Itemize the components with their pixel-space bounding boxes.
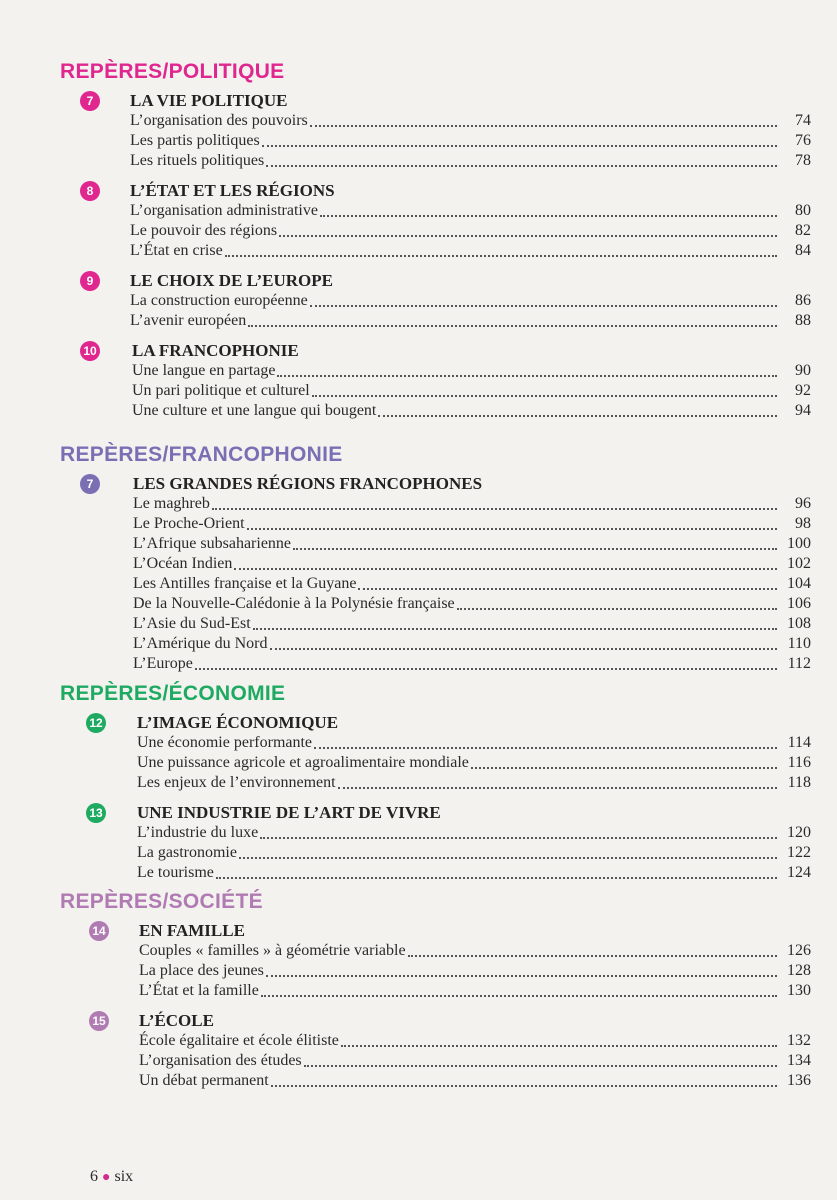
toc-entry-page-number: 114 — [787, 734, 811, 751]
dot-leader — [212, 508, 777, 510]
toc-entry-page-number: 96 — [795, 495, 811, 512]
toc-entry-page-number: 116 — [787, 754, 811, 771]
dot-leader — [234, 568, 777, 570]
toc-entry-label: École égalitaire et école élitiste — [139, 1032, 339, 1049]
dot-leader — [261, 995, 777, 997]
dot-leader — [314, 747, 777, 749]
toc-entry-page-number: 132 — [787, 1032, 811, 1049]
dot-leader — [248, 325, 777, 327]
toc-entry[interactable] — [139, 1051, 811, 1071]
dot-leader — [310, 125, 777, 127]
section-title: REPÈRES/FRANCOPHONIE — [60, 443, 343, 466]
dot-leader — [408, 955, 777, 957]
toc-entry-page-number: 80 — [795, 202, 811, 219]
toc-entry[interactable] — [133, 514, 811, 534]
chapter-title: EN FAMILLE — [139, 921, 245, 940]
toc-entry-page-number: 76 — [795, 132, 811, 149]
dot-leader — [277, 375, 777, 377]
toc-entry[interactable] — [133, 554, 811, 574]
footer-page-word: six — [114, 1168, 134, 1185]
toc-entry-page-number: 126 — [787, 942, 811, 959]
toc-entry-label: Le pouvoir des régions — [130, 222, 278, 239]
toc-entry-page-number: 110 — [787, 635, 811, 652]
dot-leader — [341, 1045, 777, 1047]
toc-entry[interactable] — [133, 574, 811, 594]
dot-leader — [225, 255, 777, 257]
toc-entry-page-number: 86 — [795, 292, 811, 309]
section-title: REPÈRES/SOCIÉTÉ — [60, 890, 263, 913]
chapter-number-badge: 14 — [89, 921, 109, 941]
toc-entry-label: L’Océan Indien — [133, 555, 233, 572]
toc-entry-page-number: 104 — [787, 575, 811, 592]
section-title: REPÈRES/POLITIQUE — [60, 60, 285, 83]
toc-entry-label: L’organisation des pouvoirs — [130, 112, 308, 129]
toc-entry-page-number: 112 — [787, 655, 811, 672]
toc-entry-page-number: 130 — [787, 982, 811, 999]
dot-leader — [216, 877, 777, 879]
dot-leader — [293, 548, 777, 550]
toc-entry-label: La gastronomie — [137, 844, 237, 861]
toc-entry-page-number: 98 — [795, 515, 811, 532]
chapter-number-badge: 7 — [80, 474, 100, 494]
toc-entry-label: Les rituels politiques — [130, 152, 265, 169]
chapter-title: LES GRANDES RÉGIONS FRANCOPHONES — [133, 474, 483, 493]
toc-entry-label: Une puissance agricole et agroalimentaire mondiale — [137, 754, 469, 771]
toc-entry-label: L’avenir européen — [130, 312, 247, 329]
toc-entry[interactable] — [133, 614, 811, 634]
dot-leader — [338, 787, 777, 789]
toc-entry[interactable] — [130, 221, 811, 241]
toc-entry-label: L’Afrique subsaharienne — [133, 535, 292, 552]
toc-entry-page-number: 88 — [795, 312, 811, 329]
dot-leader — [279, 235, 777, 237]
dot-leader — [378, 415, 777, 417]
toc-entry-label: L’organisation administrative — [130, 202, 318, 219]
toc-entry-label: Couples « familles » à géométrie variable — [139, 942, 406, 959]
toc-entry[interactable] — [139, 1071, 811, 1091]
toc-entry-label: La construction européenne — [130, 292, 308, 309]
page-footer — [90, 1168, 133, 1186]
toc-entry-label: Les Antilles française et la Guyane — [133, 575, 357, 592]
chapter-number-badge: 13 — [86, 803, 106, 823]
dot-leader — [239, 857, 777, 859]
toc-entry[interactable] — [130, 151, 811, 171]
footer-page-number: 6 — [90, 1168, 98, 1185]
toc-entry-page-number: 118 — [787, 774, 811, 791]
chapter-number-badge: 7 — [80, 91, 100, 111]
toc-entry-label: Une langue en partage — [132, 362, 276, 379]
toc-entry[interactable] — [133, 594, 811, 614]
toc-entry-label: L’organisation des études — [139, 1052, 302, 1069]
toc-entry-label: Le tourisme — [137, 864, 214, 881]
toc-entry-page-number: 108 — [787, 615, 811, 632]
toc-entry[interactable] — [137, 843, 811, 863]
chapter-title: LE CHOIX DE L’EUROPE — [130, 271, 333, 290]
toc-entry[interactable] — [139, 941, 811, 961]
toc-entry[interactable] — [130, 291, 811, 311]
toc-entry[interactable] — [137, 823, 811, 843]
toc-entry[interactable] — [137, 733, 811, 753]
toc-entry[interactable] — [137, 863, 811, 883]
toc-entry[interactable] — [137, 753, 811, 773]
chapter-title: LA VIE POLITIQUE — [130, 91, 288, 110]
dot-leader — [247, 528, 777, 530]
toc-entry-page-number: 82 — [795, 222, 811, 239]
toc-entry-page-number: 124 — [787, 864, 811, 881]
dot-leader — [271, 1085, 777, 1087]
chapter-number-badge: 10 — [80, 341, 100, 361]
toc-entry-label: Un pari politique et culturel — [132, 382, 310, 399]
chapter-title: L’ÉTAT ET LES RÉGIONS — [130, 181, 335, 200]
toc-entry-page-number: 102 — [787, 555, 811, 572]
toc-entry-page-number: 94 — [795, 402, 811, 419]
toc-entry-label: L’État en crise — [130, 242, 223, 259]
dot-leader — [266, 975, 777, 977]
chapter-title: L’IMAGE ÉCONOMIQUE — [137, 713, 339, 732]
section-title: REPÈRES/ÉCONOMIE — [60, 682, 286, 705]
dot-leader — [320, 215, 777, 217]
dot-leader — [310, 305, 777, 307]
dot-leader — [312, 395, 777, 397]
toc-entry-page-number: 134 — [787, 1052, 811, 1069]
toc-entry[interactable] — [130, 311, 811, 331]
toc-entry-label: La place des jeunes — [139, 962, 264, 979]
toc-entry[interactable] — [132, 381, 811, 401]
toc-entry-page-number: 136 — [787, 1072, 811, 1089]
toc-entry-label: Le Proche-Orient — [133, 515, 245, 532]
chapter-number-badge: 9 — [80, 271, 100, 291]
chapter-number-badge: 15 — [89, 1011, 109, 1031]
toc-entry[interactable] — [133, 534, 811, 554]
toc-entry[interactable] — [130, 201, 811, 221]
toc-entry-label: Un débat permanent — [139, 1072, 269, 1089]
dot-leader — [262, 145, 777, 147]
toc-entry-page-number: 120 — [787, 824, 811, 841]
footer-dot-icon: ● — [102, 1170, 111, 1185]
chapter-number-badge: 8 — [80, 181, 100, 201]
dot-leader — [457, 608, 777, 610]
dot-leader — [195, 668, 777, 670]
dot-leader — [253, 628, 777, 630]
toc-entry-label: De la Nouvelle-Calédonie à la Polynésie française — [133, 595, 455, 612]
toc-entry-page-number: 92 — [795, 382, 811, 399]
toc-entry-label: Le maghreb — [133, 495, 210, 512]
toc-entry-page-number: 106 — [787, 595, 811, 612]
chapter-title: L’ÉCOLE — [139, 1011, 214, 1030]
toc-entry[interactable] — [130, 241, 811, 261]
dot-leader — [270, 648, 778, 650]
toc-entry-label: L’Asie du Sud-Est — [133, 615, 251, 632]
toc-entry-page-number: 74 — [795, 112, 811, 129]
dot-leader — [266, 165, 777, 167]
toc-entry[interactable] — [133, 634, 811, 654]
toc-entry[interactable] — [137, 773, 811, 793]
dot-leader — [304, 1065, 777, 1067]
dot-leader — [471, 767, 777, 769]
toc-entry[interactable] — [139, 1031, 811, 1051]
toc-entry-page-number: 90 — [795, 362, 811, 379]
toc-entry-page-number: 100 — [787, 535, 811, 552]
toc-entry-page-number: 78 — [795, 152, 811, 169]
toc-entry-label: Une culture et une langue qui bougent — [132, 402, 377, 419]
chapter-title: LA FRANCOPHONIE — [132, 341, 299, 360]
toc-entry[interactable] — [139, 981, 811, 1001]
toc-entry-page-number: 84 — [795, 242, 811, 259]
toc-entry[interactable] — [130, 131, 811, 151]
toc-entry-label: L’État et la famille — [139, 982, 259, 999]
dot-leader — [260, 837, 777, 839]
toc-entry[interactable] — [133, 494, 811, 514]
chapter-title: UNE INDUSTRIE DE L’ART DE VIVRE — [137, 803, 441, 822]
toc-entry[interactable] — [132, 361, 811, 381]
toc-entry-label: Les partis politiques — [130, 132, 260, 149]
toc-entry-label: L’industrie du luxe — [137, 824, 259, 841]
toc-entry[interactable] — [130, 111, 811, 131]
toc-entry-page-number: 122 — [787, 844, 811, 861]
toc-entry[interactable] — [133, 654, 811, 674]
toc-entry-label: Les enjeux de l’environnement — [137, 774, 336, 791]
toc-entry-label: L’Europe — [133, 655, 193, 672]
toc-entry[interactable] — [139, 961, 811, 981]
toc-entry-label: Une économie performante — [137, 734, 313, 751]
dot-leader — [358, 588, 777, 590]
toc-entry-page-number: 128 — [787, 962, 811, 979]
toc-entry[interactable] — [132, 401, 811, 421]
chapter-number-badge: 12 — [86, 713, 106, 733]
toc-entry-label: L’Amérique du Nord — [133, 635, 268, 652]
